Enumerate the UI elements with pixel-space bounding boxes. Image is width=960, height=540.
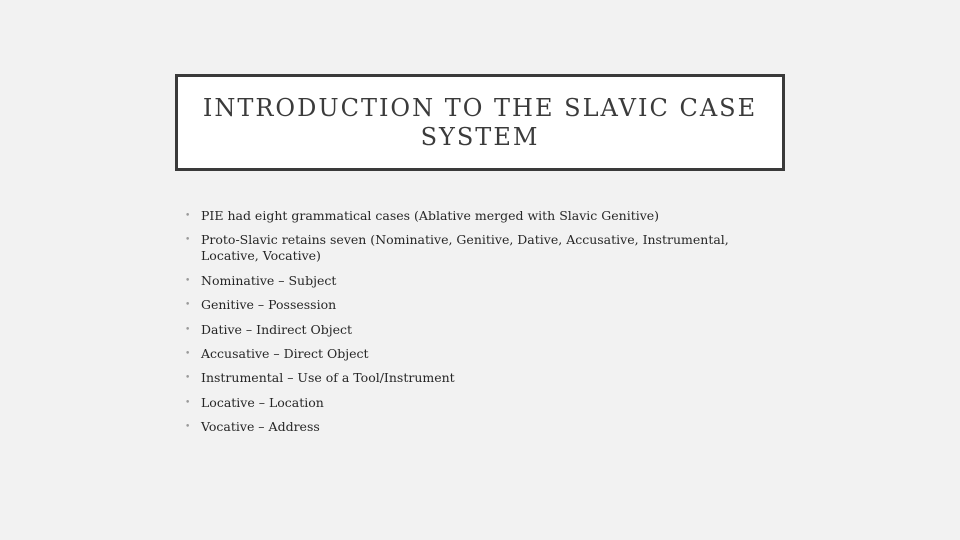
list-item: [185, 208, 765, 224]
list-item-text: Instrumental – Use of a Tool/Instrument: [201, 370, 455, 386]
bullet-icon: •: [185, 348, 191, 359]
list-item-text: Vocative – Address: [201, 419, 320, 435]
bullet-icon: •: [185, 275, 191, 286]
list-item: [185, 370, 765, 386]
list-item: [185, 273, 765, 289]
list-item-text: Accusative – Direct Object: [201, 345, 369, 361]
list-item-text: PIE had eight grammatical cases (Ablative merged with Slavic Genitive): [201, 208, 660, 223]
list-item: [185, 322, 765, 338]
bullet-icon: •: [185, 211, 191, 221]
bullet-icon: •: [185, 397, 191, 408]
list-item: [185, 419, 765, 435]
list-item: [185, 297, 765, 313]
bullet-icon: •: [185, 324, 191, 335]
list-item-text: Proto-Slavic retains seven (Nominative, Genitive, Dative, Accusative, Instrumental, Locative, Vocative): [201, 232, 729, 264]
title-box: [175, 74, 785, 171]
list-item-text: Nominative – Subject: [201, 272, 337, 288]
bullet-icon: •: [185, 422, 191, 433]
list-item-text: Genitive – Possession: [201, 297, 337, 313]
list-item: [185, 395, 765, 411]
slide-title: INTRODUCTION TO THE SLAVIC CASE SYSTEM: [202, 93, 758, 151]
list-item-text: Locative – Location: [201, 394, 324, 410]
list-item: [185, 232, 765, 264]
bullet-icon: •: [185, 300, 191, 311]
bullet-list: [185, 208, 765, 444]
bullet-icon: •: [185, 235, 191, 246]
list-item-text: Dative – Indirect Object: [201, 321, 353, 337]
list-item: [185, 346, 765, 362]
bullet-icon: •: [185, 373, 191, 384]
